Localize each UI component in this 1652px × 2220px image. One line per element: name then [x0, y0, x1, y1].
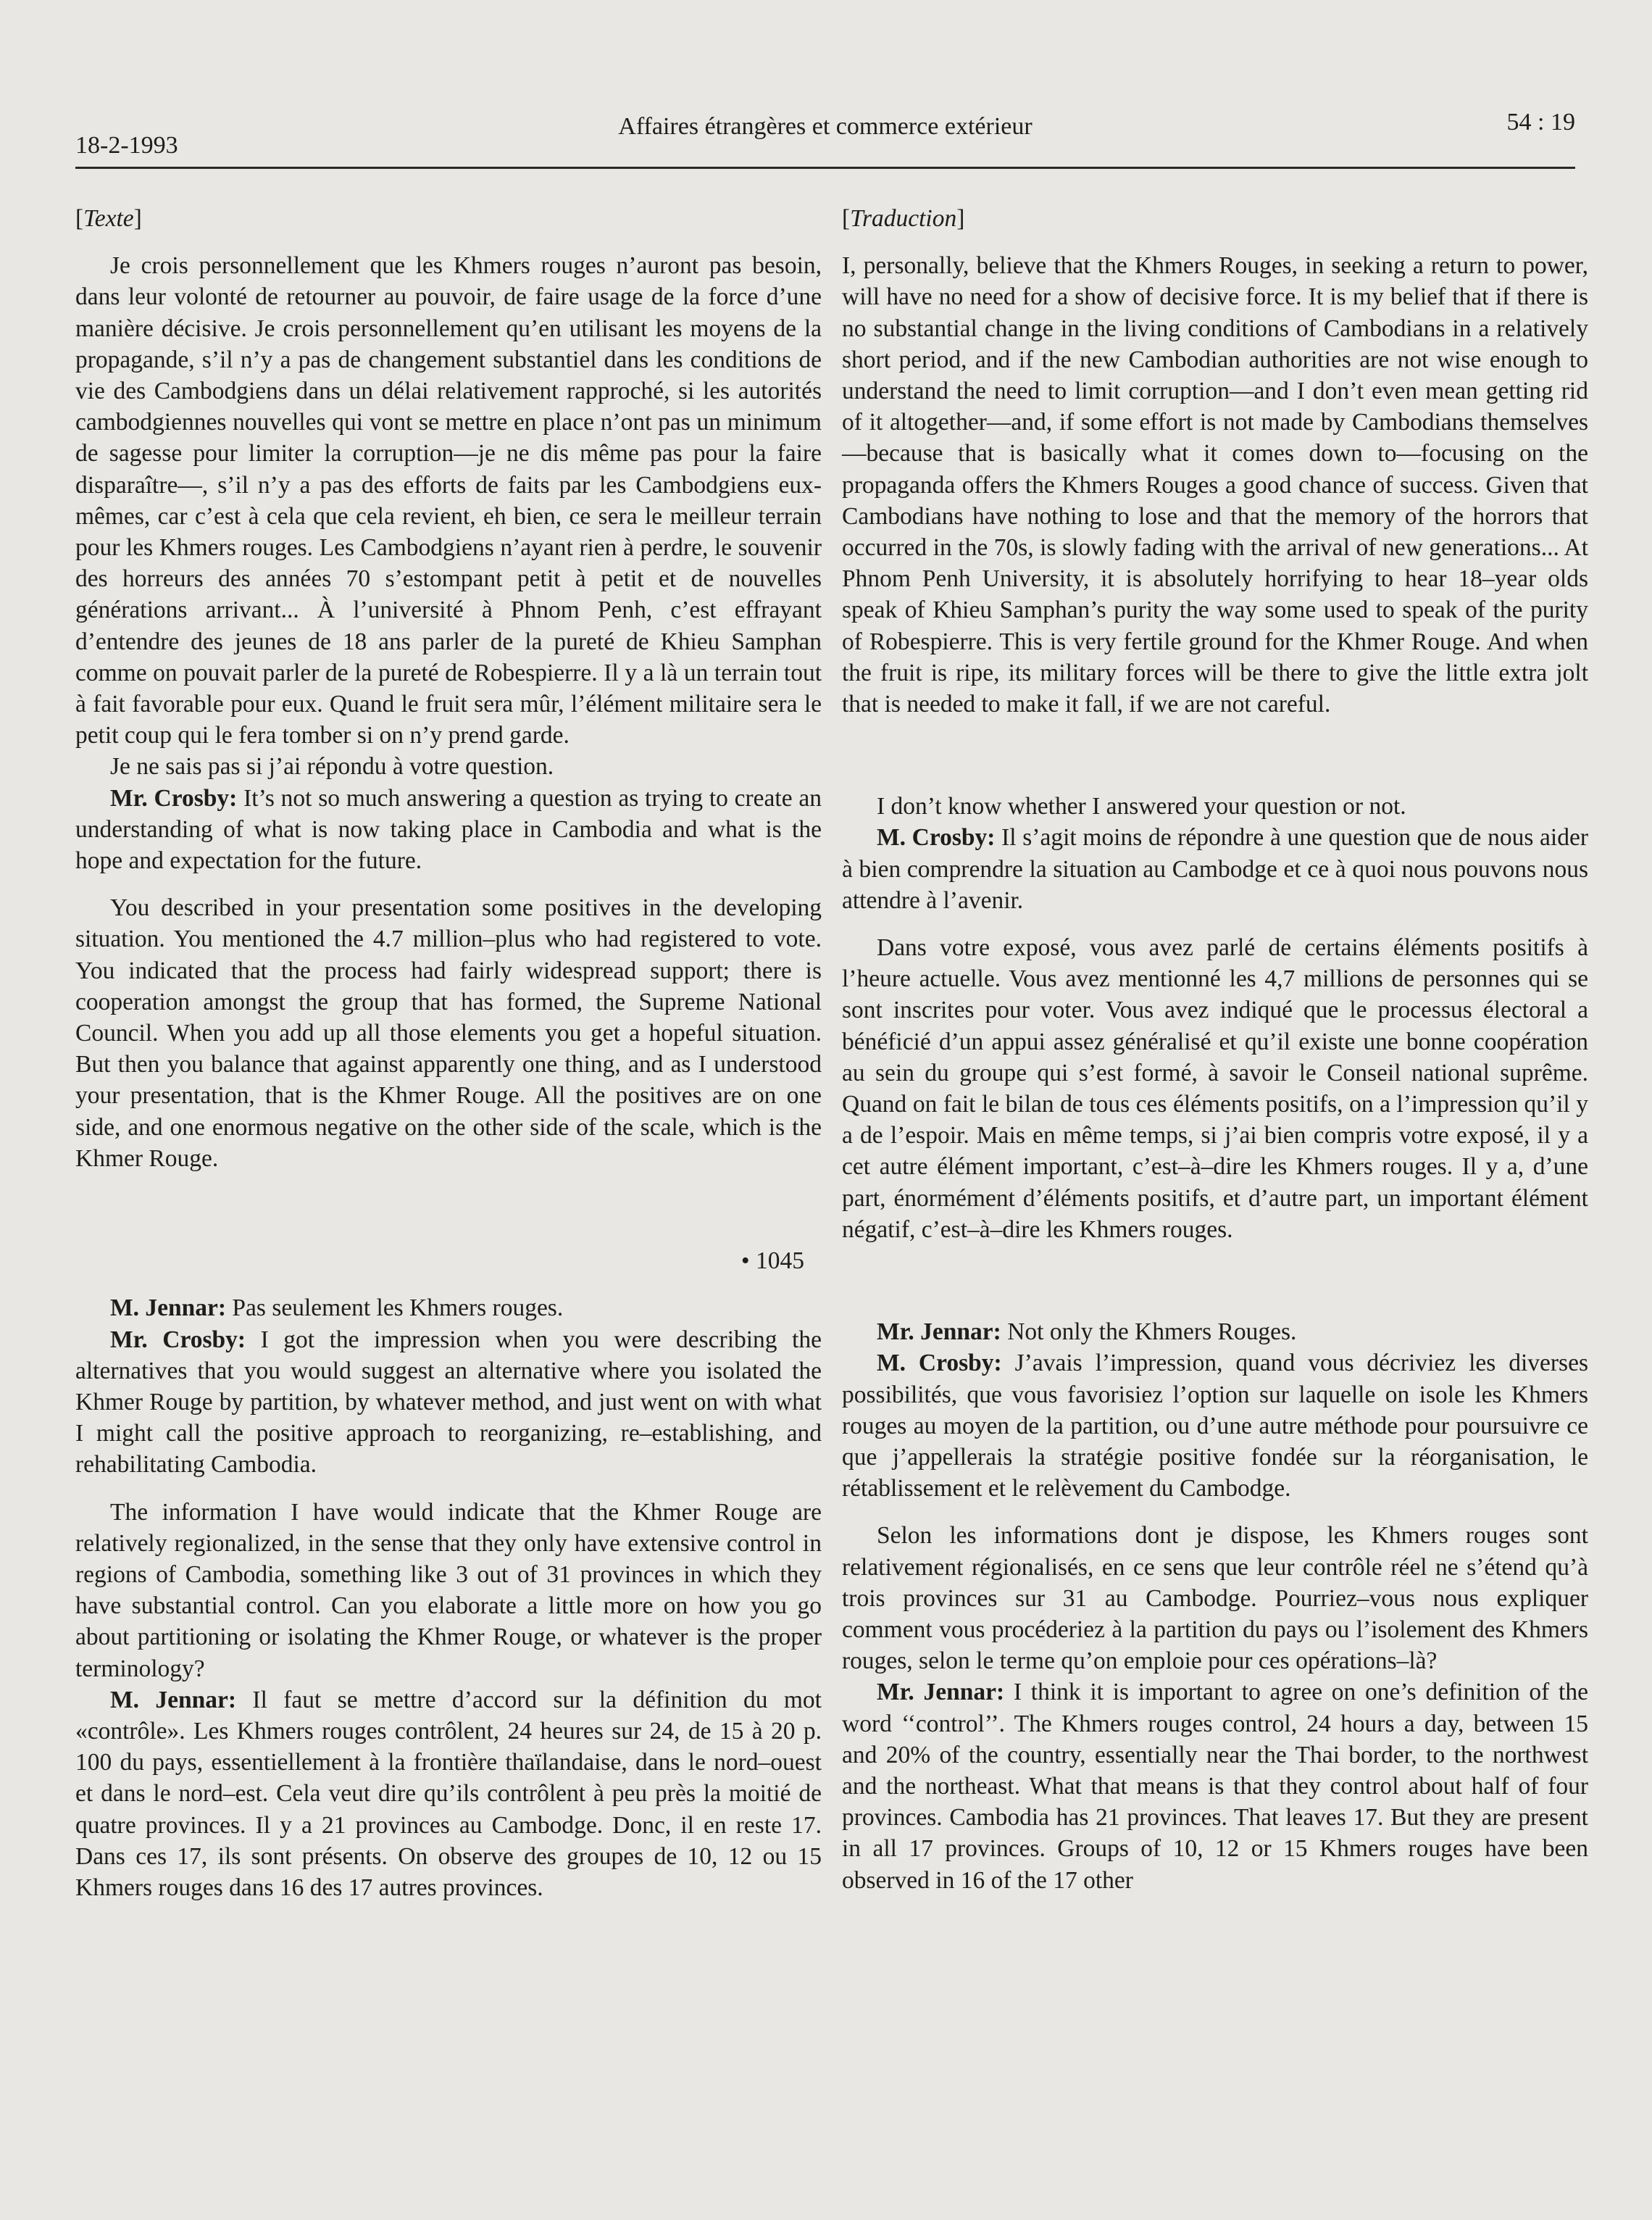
paragraph: Je crois personnellement que les Khmers rouges n’auront pas besoin, dans leur volonté de retourner au pouvoir, de faire usage de la force d’une manière décisive. Je crois personnellement qu’en utilisant les moyens de la propagande, s’il n’y a pas de changement substantiel dans les conditions de vie des Cambodgiens dans un délai relativement rapproché, si les autorités cambodgiennes nouvelles qui vont se mettre en place n’ont pas un minimum de sagesse pour limiter la corruption—je ne dis même pas pour la faire disparaître—, s’il n’y a pas des efforts de faits par les Cambodgiens eux-mêmes, car c’est à cela que cela revient, eh bien, ce sera le meilleur terrain pour les Khmers rouges. Les Cambodgiens n’ayant rien à perdre, le souvenir des horreurs des années 70 s’estompant petit à petit et de nouvelles générations arrivant... À l’université à Phnom Penh, c’est effrayant d’entendre des jeunes de 18 ans parler de la pureté de Khieu Samphan comme on pouvait parler de la pureté de Robespierre. Il y a là un terrain tout à fait favorable pour eux. Quand le fruit sera mûr, l’élément militaire sera le petit coup qui le fera tomber si on n’y prend garde. [75, 252, 822, 749]
paragraph: The information I have would indicate that the Khmer Rouge are relatively regionalized, in the sense that they only have extensive control in regions of Cambodia, something like 3 out of 31 provinces in which they have substantial control. Can you elaborate a little more on how you go about partitioning or isolating the Khmer Rouge, or whatever is the proper terminology? [75, 1498, 822, 1682]
column-label: [Traduction] [842, 205, 965, 232]
page-header [75, 109, 1575, 169]
paragraph: Mr. Crosby: It’s not so much answering a question as trying to create an understanding of what is now taking place in Cambodia and what is the hope and expectation for the future. [75, 784, 822, 875]
header-page-number: 54 : 19 [1506, 109, 1575, 136]
header-date: 18-2-1993 [75, 132, 178, 159]
paragraph: Je ne sais pas si j’ai répondu à votre question. [110, 753, 554, 781]
paragraph: I don’t know whether I answered your question or not. [877, 793, 1406, 820]
paragraph: I, personally, believe that the Khmers Rouges, in seeking a return to power, will have no need for a show of decisive force. It is my belief that if there is no substantial change in the living conditions of Cambodians in a relatively short period, and if the new Cambodian authorities are not wise enough to understand the need to limit corruption—and I don’t even mean getting rid of it altogether—and, if some effort is not made by Cambodians themselves—because that is basically what it comes down to—focusing on the propaganda offers the Khmers Rouges a good chance of success. Given that Cambodians have nothing to lose and that the memory of the horrors that occurred in the 70s, is slowly fading with the arrival of new generations... At Phnom Penh University, it is absolutely horrifying to hear 18–year olds speak of Khieu Samphan’s purity the way some used to speak of the purity of Robespierre. This is very fertile ground for the Khmer Rouge. And when the fruit is ripe, its military forces will be there to give the little extra jolt that is needed to make it fall, if we are not careful. [842, 252, 1588, 718]
header-title: Affaires étrangères et commerce extérieur [618, 113, 1032, 140]
paragraph: Dans votre exposé, vous avez parlé de certains éléments positifs à l’heure actuelle. Vous avez mentionné les 4,7 millions de personnes qui se sont inscrites pour voter. Vous avez indiqué que le processus électoral a bénéficié d’un appui assez généralisé et qu’il existe une bonne coopération au sein du groupe qui s’est formé, à savoir le Conseil national suprême. Quand on fait le bilan de tous ces éléments positifs, on a l’impression qu’il y a de l’espoir. Mais en même temps, si j’ai bien compris votre exposé, il y a cet autre élément important, c’est–à–dire les Khmers rouges. Il y a, d’une part, énormément d’éléments positifs, et d’autre part, un important élément négatif, c’est–à–dire les Khmers rouges. [842, 934, 1588, 1243]
speaker-name: M. Crosby: [877, 1350, 1002, 1377]
paragraph: Selon les informations dont je dispose, les Khmers rouges sont relativement régionalisés, en ce sens que leur contrôle réel ne s’étend qu’à trois provinces sur 31 au Cambodge. Pourriez–vous nous expliquer comment vous procéderiez à la partition du pays ou l’isolement des Khmers rouges, selon le terme qu’on emploie pour ces opérations–là? [842, 1522, 1588, 1675]
left-column-french [75, 203, 822, 1903]
speaker-name: M. Crosby: [877, 824, 996, 852]
speaker-name: M. Jennar: [110, 1686, 237, 1713]
speaker-name: Mr. Jennar: [877, 1318, 1001, 1346]
time-marker: • 1045 [741, 1247, 804, 1275]
column-label: [Texte] [75, 205, 142, 232]
paragraph: M. Crosby: J’avais l’impression, quand vous décriviez les diverses possibilités, que vous favorisiez l’option sur laquelle on isole les Khmers rouges au moyen de la partition, ou d’une autre méthode pour poursuivre ce que j’appellerais la stratégie positive fondée sur la réorganisation, le rétablissement et le relèvement du Cambodge. [842, 1350, 1588, 1502]
speaker-name: M. Jennar: [110, 1294, 227, 1322]
speaker-name: Mr. Crosby: [110, 1326, 246, 1353]
paragraph: M. Jennar: Il faut se mettre d’accord sur la définition du mot «contrôle». Les Khmers rouges contrôlent, 24 heures sur 24, de 15 à 20 p. 100 du pays, essentiellement à la frontière thaïlandaise, dans le nord–ouest et dans le nord–est. Cela veut dire qu’ils contrôlent à peu près la moitié de quatre provinces. Il y a 21 provinces au Cambodge. Donc, il en reste 17. Dans ces 17, ils sont présents. On observe des groupes de 10, 12 ou 15 Khmers rouges dans 16 des 17 autres provinces. [75, 1686, 822, 1901]
paragraph: You described in your presentation some positives in the developing situation. You mentioned the 4.7 million–plus who had registered to vote. You indicated that the process had fairly widespread support; there is cooperation amongst the group that has formed, the Supreme National Council. When you add up all those elements you get a hopeful situation. But then you balance that against apparently one thing, and as I understood your presentation, that is the Khmer Rouge. All the positives are on one side, and one enormous negative on the other side of the scale, which is the Khmer Rouge. [75, 894, 822, 1172]
paragraph: M. Crosby: Il s’agit moins de répondre à une question que de nous aider à bien comprendre la situation au Cambodge et ce à quoi nous pouvons nous attendre à l’avenir. [842, 824, 1588, 914]
paragraph: Mr. Crosby: I got the impression when you were describing the alternatives that you would suggest an alternative where you isolated the Khmer Rouge by partition, by whatever method, and just went on with what I might call the positive approach to reorganizing, re–establishing, and rehabilitating Cambodia. [75, 1326, 822, 1479]
paragraph: Mr. Jennar: Not only the Khmers Rouges. [877, 1318, 1297, 1346]
paragraph: M. Jennar: Pas seulement les Khmers rouges. [110, 1294, 564, 1322]
right-column-english [842, 203, 1588, 1896]
paragraph: Mr. Jennar: I think it is important to agree on one’s definition of the word ‘‘control’’. The Khmers rouges control, 24 hours a day, between 15 and 20% of the country, essentially near the Thai border, to the northwest and the northeast. What that means is that they control about half of four provinces. Cambodia has 21 provinces. That leaves 17. But they are present in all 17 provinces. Groups of 10, 12 or 15 Khmers rouges have been observed in 16 of the 17 other [842, 1679, 1588, 1894]
speaker-name: Mr. Crosby: [110, 784, 238, 812]
speaker-name: Mr. Jennar: [877, 1679, 1005, 1706]
